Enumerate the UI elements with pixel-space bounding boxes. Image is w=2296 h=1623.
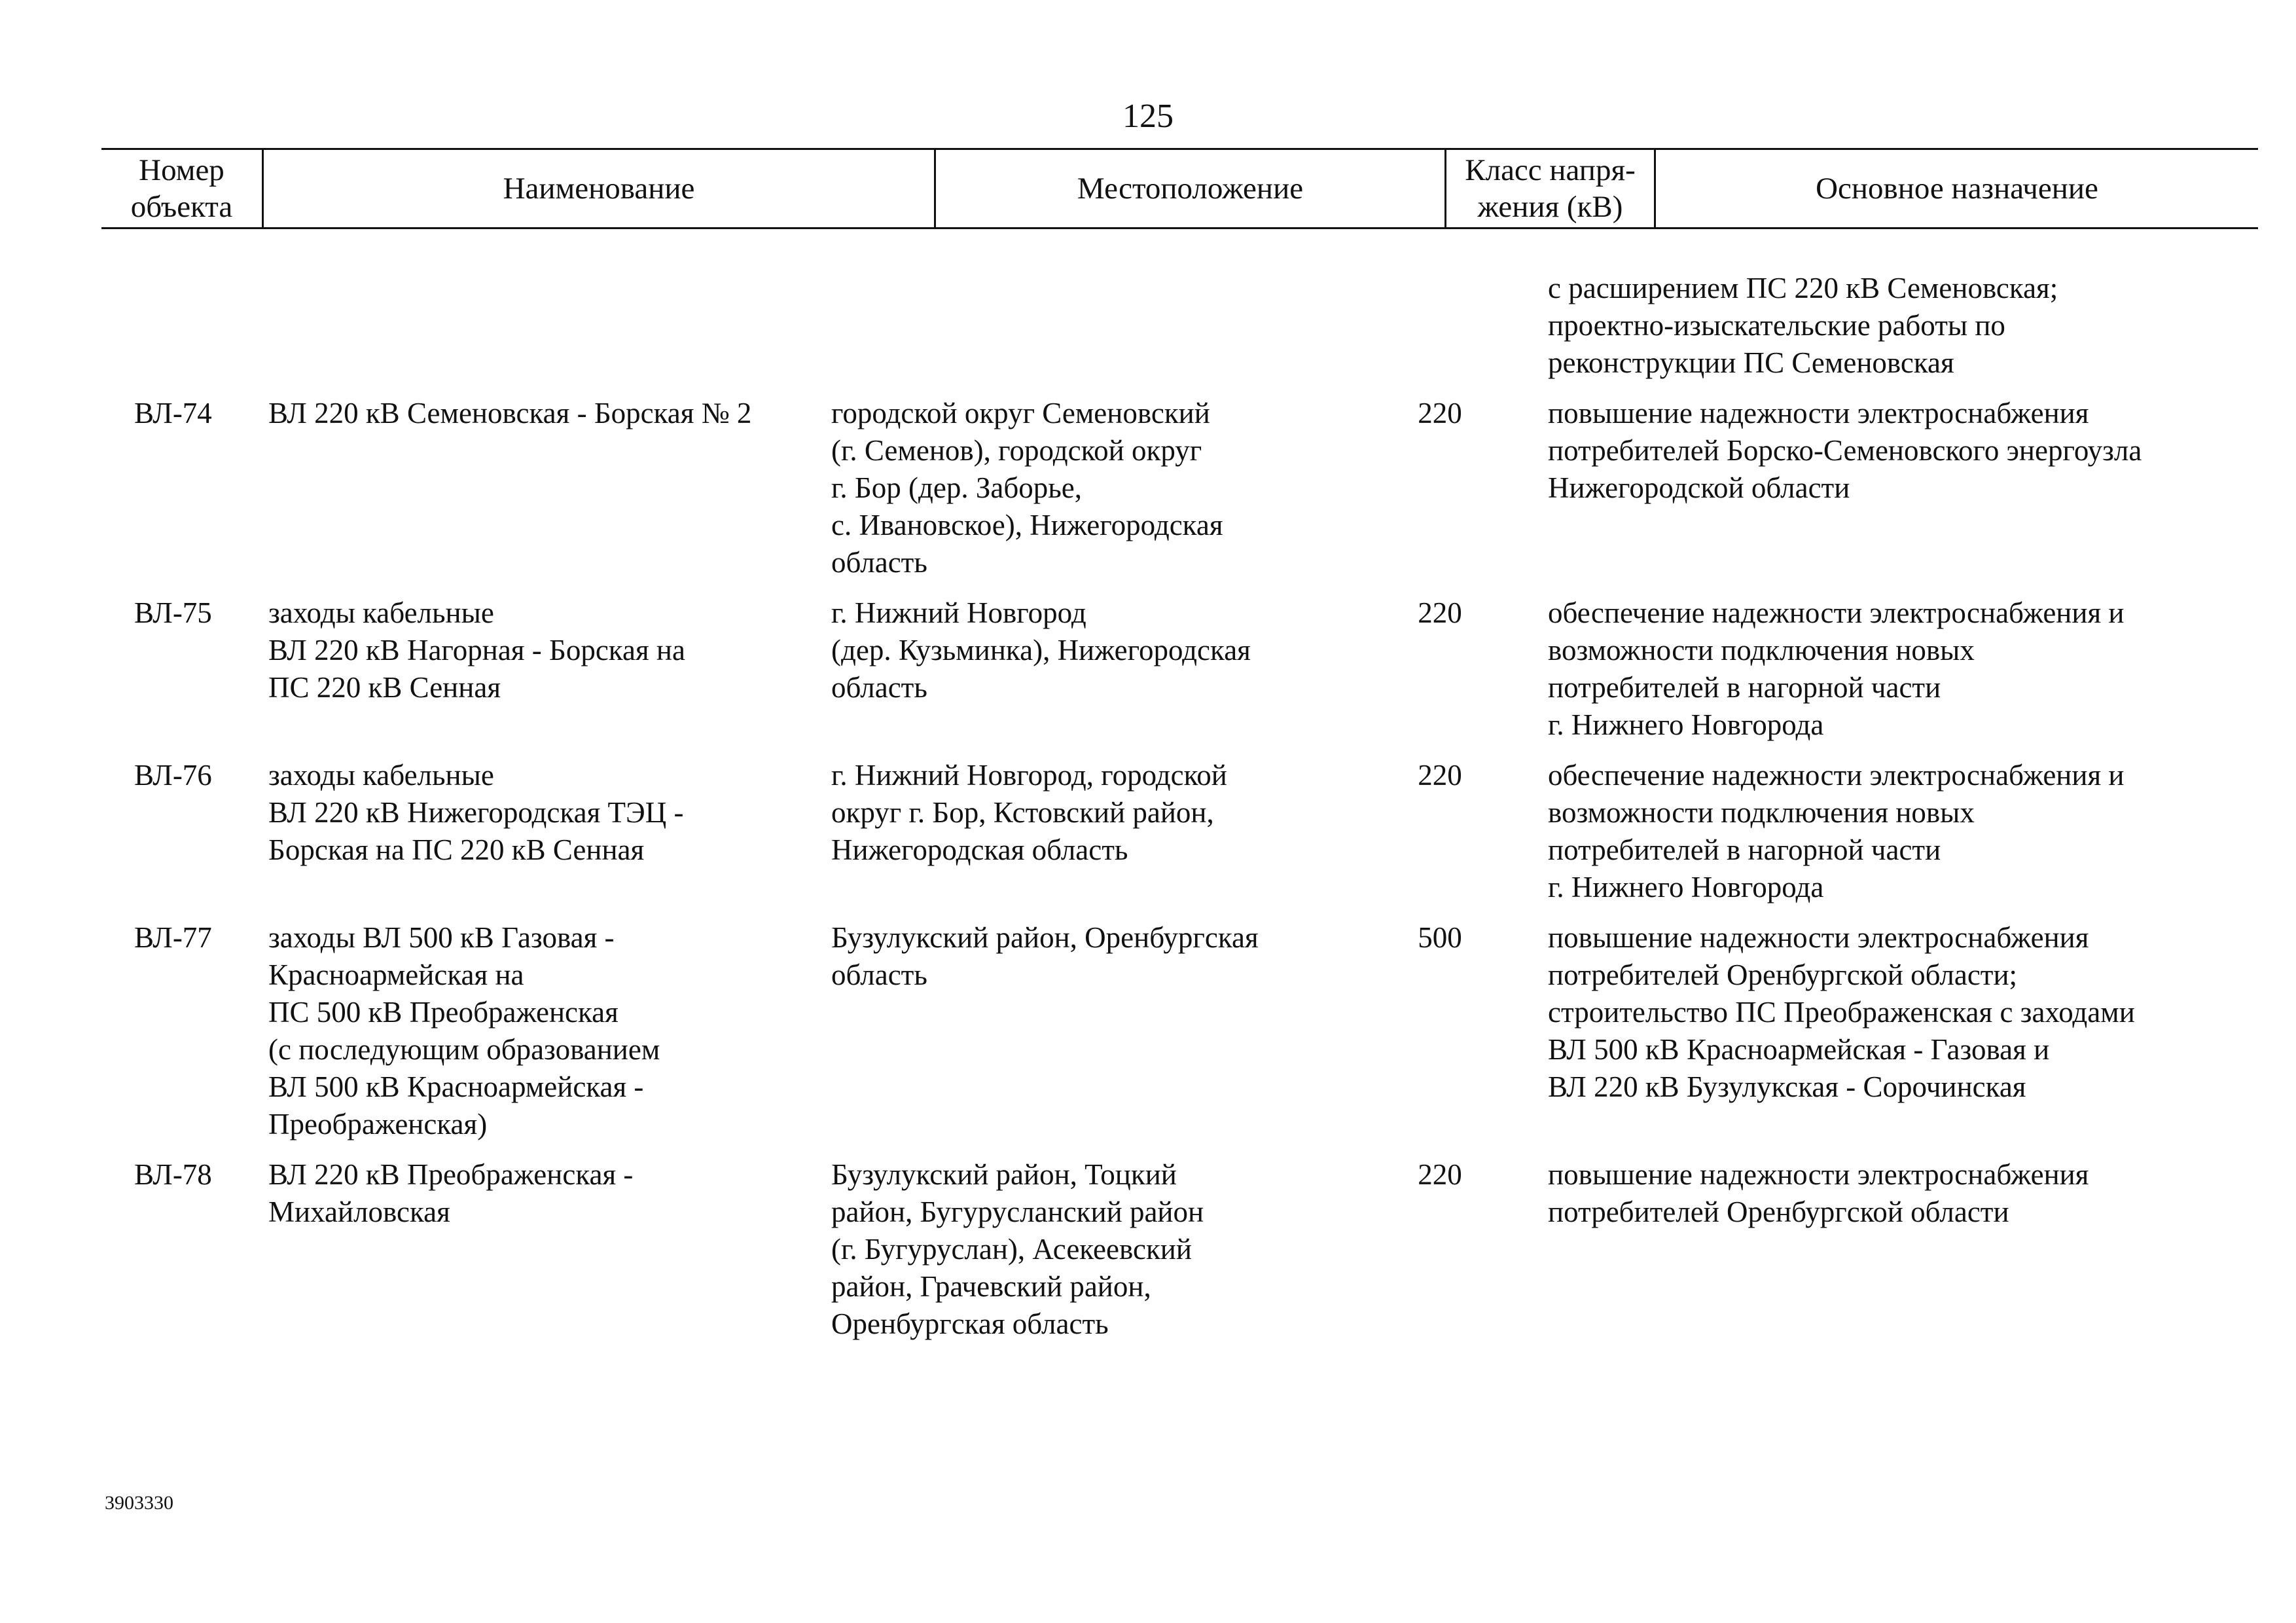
object-purpose xyxy=(1548,594,2258,744)
continuation-text xyxy=(1548,270,2258,382)
text-line: ВЛ 220 кВ Нагорная - Борская на xyxy=(268,634,685,666)
object-purpose xyxy=(1548,919,2258,1143)
document-code: 3903330 xyxy=(105,1492,173,1514)
text-line: Преображенская) xyxy=(268,1108,488,1140)
text-line: проектно-изыскательские работы по xyxy=(1548,309,2005,342)
object-purpose xyxy=(1548,395,2258,581)
text-line: Нижегородской области xyxy=(1548,471,1850,504)
object-location xyxy=(825,594,1332,744)
object-purpose xyxy=(1548,1156,2258,1343)
text-line: область xyxy=(831,958,927,991)
text-line: ВЛ 220 кВ Семеновская - Борская № 2 xyxy=(268,397,752,429)
object-number: ВЛ-76 xyxy=(134,759,212,792)
text-line: Бузулукский район, Тоцкий xyxy=(831,1158,1177,1191)
text-line: повышение надежности электроснабжения xyxy=(1548,921,2089,954)
header-text-line: жения (кВ) xyxy=(1477,190,1623,224)
voltage-class: 220 xyxy=(1418,1158,1462,1191)
header-text-line: Основное назначение xyxy=(1816,172,2098,206)
text-line: район, Грачевский район, xyxy=(831,1270,1151,1303)
text-line: потребителей Оренбургской области xyxy=(1548,1195,2009,1228)
text-line: область xyxy=(831,546,927,579)
header-text-line: Класс напря- xyxy=(1465,153,1636,187)
text-line: ВЛ 500 кВ Красноармейская - xyxy=(268,1070,644,1103)
object-location xyxy=(825,919,1332,1143)
voltage-class: 220 xyxy=(1418,596,1462,629)
table-header xyxy=(101,148,2258,229)
table-row xyxy=(101,757,2258,906)
object-number: ВЛ-74 xyxy=(134,397,212,429)
text-line: обеспечение надежности электроснабжения и xyxy=(1548,596,2125,629)
text-line: заходы ВЛ 500 кВ Газовая - xyxy=(268,921,615,954)
text-line: ВЛ 220 кВ Нижегородская ТЭЦ - xyxy=(268,796,684,829)
table-body xyxy=(101,229,2258,1343)
voltage-class: 220 xyxy=(1418,397,1462,429)
text-line: возможности подключения новых xyxy=(1548,634,1975,666)
object-location xyxy=(825,1156,1332,1343)
text-line: район, Бугурусланский район xyxy=(831,1195,1204,1228)
text-line: г. Бор (дер. Заборье, xyxy=(831,471,1082,504)
text-line: потребителей в нагорной части xyxy=(1548,671,1941,704)
text-line: (с последующим образованием xyxy=(268,1033,660,1066)
object-number: ВЛ-75 xyxy=(134,596,212,629)
text-line: строительство ПС Преображенская с заходами xyxy=(1548,996,2135,1029)
header-number-text xyxy=(131,152,233,225)
header-number xyxy=(101,150,264,227)
text-line: возможности подключения новых xyxy=(1548,796,1975,829)
text-line: ПС 220 кВ Сенная xyxy=(268,671,501,704)
header-location xyxy=(936,150,1446,227)
header-name xyxy=(264,150,936,227)
text-line: ПС 500 кВ Преображенская xyxy=(268,996,619,1029)
text-line: ВЛ 500 кВ Красноармейская - Газовая и xyxy=(1548,1033,2050,1066)
table-row xyxy=(101,395,2258,581)
voltage-class: 500 xyxy=(1418,921,1462,954)
text-line: Оренбургская область xyxy=(831,1307,1109,1340)
table-row xyxy=(101,919,2258,1143)
text-line: г. Нижний Новгород, городской xyxy=(831,759,1227,792)
header-voltage xyxy=(1446,150,1656,227)
text-line: повышение надежности электроснабжения xyxy=(1548,1158,2089,1191)
text-line: заходы кабельные xyxy=(268,759,494,792)
object-name xyxy=(262,594,825,744)
object-location xyxy=(825,395,1332,581)
object-name xyxy=(262,1156,825,1343)
text-line: Нижегородская область xyxy=(831,833,1128,866)
text-line: ВЛ 220 кВ Бузулукская - Сорочинская xyxy=(1548,1070,2026,1103)
text-line: Борская на ПС 220 кВ Сенная xyxy=(268,833,645,866)
voltage-class: 220 xyxy=(1418,759,1462,792)
object-name xyxy=(262,757,825,906)
object-number: ВЛ-78 xyxy=(134,1158,212,1191)
text-line: с. Ивановское), Нижегородская xyxy=(831,509,1223,541)
header-text-line: Местоположение xyxy=(1077,172,1304,206)
text-line: округ г. Бор, Кстовский район, xyxy=(831,796,1214,829)
text-line: (г. Бугуруслан), Асекеевский xyxy=(831,1233,1192,1266)
text-line: заходы кабельные xyxy=(268,596,494,629)
text-line: г. Нижний Новгород xyxy=(831,596,1086,629)
text-line: реконструкции ПС Семеновская xyxy=(1548,346,1954,379)
text-line: потребителей Оренбургской области; xyxy=(1548,958,2018,991)
text-line: повышение надежности электроснабжения xyxy=(1548,397,2089,429)
header-voltage-text xyxy=(1465,152,1635,225)
header-text-line: объекта xyxy=(130,190,233,224)
text-line: Михайловская xyxy=(268,1195,450,1228)
table-row xyxy=(101,594,2258,744)
text-line: городской округ Семеновский xyxy=(831,397,1210,429)
object-location xyxy=(825,757,1332,906)
text-line: потребителей в нагорной части xyxy=(1548,833,1941,866)
object-name xyxy=(262,395,825,581)
text-line: Красноармейская на xyxy=(268,958,524,991)
header-text-line: Номер xyxy=(139,153,224,187)
object-number: ВЛ-77 xyxy=(134,921,212,954)
text-line: с расширением ПС 220 кВ Семеновская; xyxy=(1548,272,2058,304)
object-name xyxy=(262,919,825,1143)
header-purpose xyxy=(1656,150,2258,227)
text-line: (дер. Кузьминка), Нижегородская xyxy=(831,634,1251,666)
object-purpose xyxy=(1548,757,2258,906)
text-line: потребителей Борско-Семеновского энергоузла xyxy=(1548,434,2142,467)
text-line: Бузулукский район, Оренбургская xyxy=(831,921,1259,954)
text-line: область xyxy=(831,671,927,704)
text-line: обеспечение надежности электроснабжения и xyxy=(1548,759,2125,792)
text-line: г. Нижнего Новгорода xyxy=(1548,871,1824,903)
table-row xyxy=(101,1156,2258,1343)
page-number: 125 xyxy=(1122,98,1174,135)
text-line: ВЛ 220 кВ Преображенская - xyxy=(268,1158,634,1191)
text-line: г. Нижнего Новгорода xyxy=(1548,708,1824,741)
header-text-line: Наименование xyxy=(503,172,695,206)
text-line: (г. Семенов), городской округ xyxy=(831,434,1202,467)
